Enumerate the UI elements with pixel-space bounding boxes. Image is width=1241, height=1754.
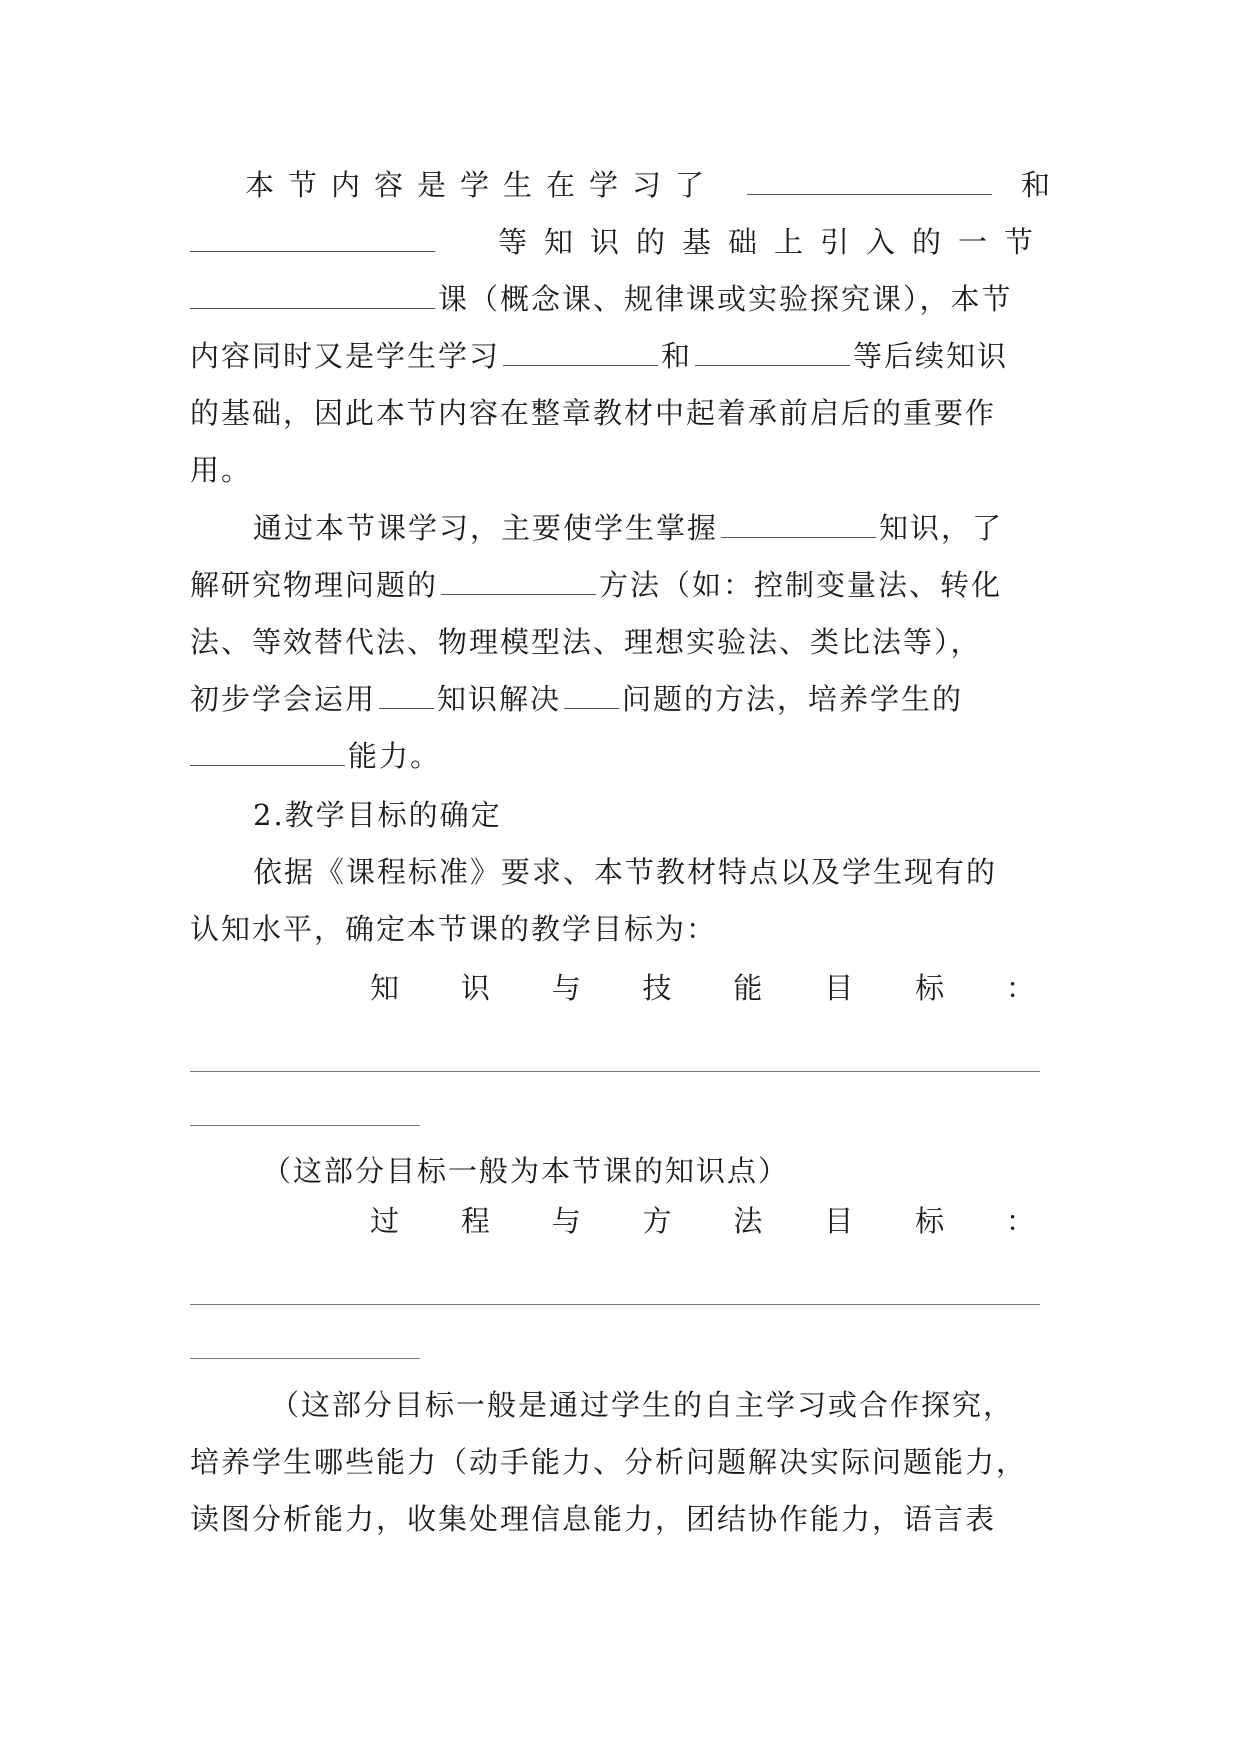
goal1-note: （这部分目标一般为本节课的知识点） — [262, 1154, 790, 1188]
goal1-char: 识 — [460, 971, 490, 1005]
para2-line4 — [190, 679, 1050, 719]
para2-line5 — [190, 736, 1050, 776]
para1-text-c: 等知识的基础上引入的一节 — [497, 225, 1050, 259]
fill-blank[interactable] — [190, 223, 435, 252]
answer-line[interactable] — [190, 1071, 1040, 1072]
para1-text-b: 和 — [1020, 168, 1050, 202]
para1-line1 — [245, 165, 1050, 205]
goal2-char: 标 — [915, 1204, 945, 1238]
fill-blank[interactable] — [190, 280, 435, 309]
fill-blank[interactable] — [564, 680, 619, 709]
section-heading: 2.教学目标的确定 — [253, 798, 502, 832]
goal2-char: 方 — [642, 1204, 672, 1238]
fill-blank[interactable] — [190, 737, 345, 766]
goal2-char: ： — [1005, 1204, 1035, 1238]
goal2-char: 目 — [824, 1204, 854, 1238]
answer-line[interactable] — [190, 1358, 420, 1359]
fill-blank[interactable] — [695, 337, 850, 366]
answer-line[interactable] — [190, 1304, 1040, 1305]
goal2-label — [370, 1201, 1035, 1241]
goal1-char: 标 — [915, 971, 945, 1005]
goal1-label — [370, 968, 1035, 1008]
goal2-char: 与 — [551, 1204, 581, 1238]
goal2-char: 过 — [370, 1204, 400, 1238]
para2-line1 — [253, 508, 1050, 548]
goal1-char: 能 — [733, 971, 763, 1005]
goal2-char: 法 — [733, 1204, 763, 1238]
para2-text-c: 解研究物理问题的 — [190, 568, 439, 602]
para2-text-a: 通过本节课学习，主要使学生掌握 — [253, 511, 719, 545]
para1-text-e: 内容同时又是学生学习 — [190, 339, 501, 373]
para1-text-g: 等后续知识 — [853, 339, 1009, 373]
para2-text-e: 初步学会运用 — [190, 682, 377, 716]
goal2-char: 程 — [460, 1204, 490, 1238]
goal1-char: ： — [1005, 971, 1035, 1005]
goal1-char: 技 — [642, 971, 672, 1005]
para2-text-h: 能力。 — [348, 739, 442, 773]
goal1-char: 知 — [370, 971, 400, 1005]
para2-line2 — [190, 565, 1050, 605]
goal2-note-line3: 读图分析能力，收集处理信息能力，团结协作能力，语言表 — [190, 1502, 997, 1536]
goal2-note-line1: （这部分目标一般是通过学生的自主学习或合作探究， — [270, 1388, 1015, 1422]
para2-text-f: 知识解决 — [437, 682, 562, 716]
goal2-note-line2: 培养学生哪些能力（动手能力、分析问题解决实际问题能力， — [190, 1445, 1028, 1479]
fill-blank[interactable] — [721, 509, 876, 538]
para1-line6: 用。 — [190, 453, 253, 487]
para2-text-d: 方法（如：控制变量法、转化 — [599, 568, 1003, 602]
para1-line3 — [190, 279, 1050, 319]
fill-blank[interactable] — [441, 566, 596, 595]
para1-line2 — [190, 222, 1050, 262]
para1-text-f: 和 — [661, 339, 693, 373]
para1-line4 — [190, 336, 1050, 376]
para2-text-b: 知识，了 — [879, 511, 1004, 545]
para3-line1: 依据《课程标准》要求、本节教材特点以及学生现有的 — [253, 855, 998, 889]
answer-line[interactable] — [190, 1125, 420, 1126]
para1-line5: 的基础，因此本节内容在整章教材中起着承前启后的重要作 — [190, 396, 997, 430]
goal1-char: 目 — [824, 971, 854, 1005]
para1-text-a: 本节内容是学生在学习了 — [245, 168, 719, 202]
fill-blank[interactable] — [747, 166, 992, 195]
fill-blank[interactable] — [503, 337, 658, 366]
para2-line3: 法、等效替代法、物理模型法、理想实验法、类比法等）， — [190, 625, 982, 659]
para2-text-g: 问题的方法，培养学生的 — [622, 682, 964, 716]
fill-blank[interactable] — [379, 680, 434, 709]
goal1-char: 与 — [551, 971, 581, 1005]
para1-text-d: 课（概念课、规律课或实验探究课），本节 — [438, 282, 1013, 316]
para3-line2: 认知水平，确定本节课的教学目标为： — [190, 912, 718, 946]
